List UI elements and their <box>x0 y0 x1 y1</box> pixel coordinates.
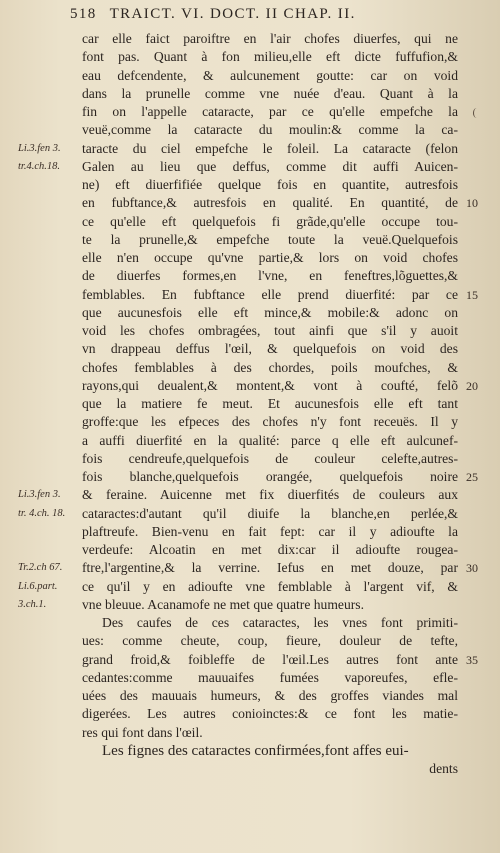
page-number: 518 <box>70 6 97 22</box>
margin-note: 3.ch.1. <box>18 598 47 610</box>
text-line: plaftreufe. Bien-venu en fait fept: car il y adioufte la <box>82 523 458 539</box>
text-line: femblables. En fubftance elle prend diuerfité: par ce <box>82 286 458 302</box>
text-line: Les fignes des cataractes confirmées,font affes eui- <box>102 742 409 759</box>
text-line: & feraine. Auicenne met fix diuerfités de couleurs aux <box>82 487 458 503</box>
text-line: grand froid,& foibleffe de l'œil.Les autres font ante <box>82 651 458 667</box>
text-line: font pas. Quant à fon milieu,elle eft dicte fuffufion,& <box>82 49 458 65</box>
line-number: 15 <box>466 287 478 302</box>
text-line: dans la prunelle comme vne nuée d'eau. Quant à la <box>82 85 458 101</box>
margin-note: tr.4.ch.18. <box>18 160 60 172</box>
running-title: TRAICT. VI. DOCT. II CHAP. II. <box>109 6 356 22</box>
text-line: ce qu'il y en adioufte vne femblable à l'argent vif, & <box>82 578 458 594</box>
line-number: 35 <box>466 652 478 667</box>
margin-note: Li.6.part. <box>18 580 58 592</box>
text-line: rayons,qui deualent,& montent,& vont à coufté, felõ <box>82 377 458 393</box>
text-line: que la matiere fe meut. Et aucunesfois elle eft tant <box>82 396 458 411</box>
margin-note: Tr.2.ch 67. <box>18 562 63 574</box>
body-text <box>82 30 458 778</box>
line-number: 30 <box>466 561 478 576</box>
text-line: de diuerfes formes,en l'vne, en feneftres,lõguettes,& <box>82 268 458 284</box>
line-number: 10 <box>466 196 478 211</box>
line-number: 25 <box>466 470 478 484</box>
text-line: car elle faict paroiftre en l'air chofes diuerfes, qui ne <box>82 31 458 46</box>
text-line: void les chofes ombragées, tout ainfi que s'il y auoit <box>82 323 458 338</box>
margin-note: Li.3.fen 3. <box>18 489 61 501</box>
text-line: vn drappeau deffus l'œil, & quelquefois on void des <box>82 341 458 357</box>
text-line: te la prunelle,& empefche toute la veuë.Quelquefois <box>82 231 458 247</box>
margin-note: Li.3.fen 3. <box>18 142 61 154</box>
text-line: res qui font dans l'œil. <box>82 724 203 740</box>
text-line: ce qu'elle eft quelquefois fi grãde,qu'elle occupe tou- <box>82 213 458 229</box>
text-line: que aucunesfois elle eft mince,& mobile:& adonc on <box>82 304 458 320</box>
text-line: cataractes:d'autant qu'il diuife la blanche,en perlée,& <box>82 505 458 521</box>
text-line: dents <box>429 761 458 776</box>
running-header <box>70 6 480 23</box>
text-line: uées des mauuais humeurs, & des groffes viandes mal <box>82 688 458 703</box>
text-line: ftre,l'argentine,& la verrine. Iefus en met douze, par <box>82 560 458 576</box>
line-number: 20 <box>466 378 478 393</box>
text-line: groffe:que les efpeces des chofes n'y font receuës. Il y <box>82 414 458 430</box>
text-line: taracte du ciel empefche le foleil. La cataracte (felon <box>82 140 458 156</box>
ink-mark <box>473 108 480 118</box>
text-line: fois cendreufe,quelquefois de couleur celefte,autres- <box>82 450 458 466</box>
text-line: chofes femblables à des chordes, poils moufches, & <box>82 359 458 375</box>
margin-note: tr. 4.ch. 18. <box>18 507 66 519</box>
text-line: en fubftance,& autresfois en qualité. En quantité, de <box>82 195 458 211</box>
text-line: ues: comme cheute, coup, fieure, douleur de tefte, <box>82 633 458 649</box>
text-line: Galen au lieu que deffus, comme dit auffi Auicen- <box>82 158 458 174</box>
text-line: veuë,comme la cataracte du moulin:& comme la ca- <box>82 122 458 138</box>
text-line: cedantes:comme mauuaifes fumées vaporeufes, efle- <box>82 669 458 685</box>
text-line: digerées. Les autres conioinctes:& ce font les matie- <box>82 706 458 722</box>
text-line: vne bleuue. Acanamofe ne met que quatre humeurs. <box>82 596 364 612</box>
text-line: Des caufes de ces cataractes, les vnes font primiti- <box>102 615 458 630</box>
text-line: eau defcendente, & aulcunement goutte: car on void <box>82 67 458 83</box>
text-line: elle n'en occupe qu'vne partie,& lors on void chofes <box>82 250 458 265</box>
text-line: fois blanche,quelquefois orangée, quelquefois noire <box>82 469 458 484</box>
text-line: verdeufe: Alcoatin en met dix:car il adioufte rougea- <box>82 542 458 557</box>
text-line: ne) eft diuerfifiée quelque fois en quantite, autresfois <box>82 177 458 192</box>
text-line: fin on l'appelle cataracte, par ce qu'elle empefche la <box>82 104 458 119</box>
text-line: a auffi diuerfité en la qualité: parce q elle eft aulcunef- <box>82 432 458 448</box>
